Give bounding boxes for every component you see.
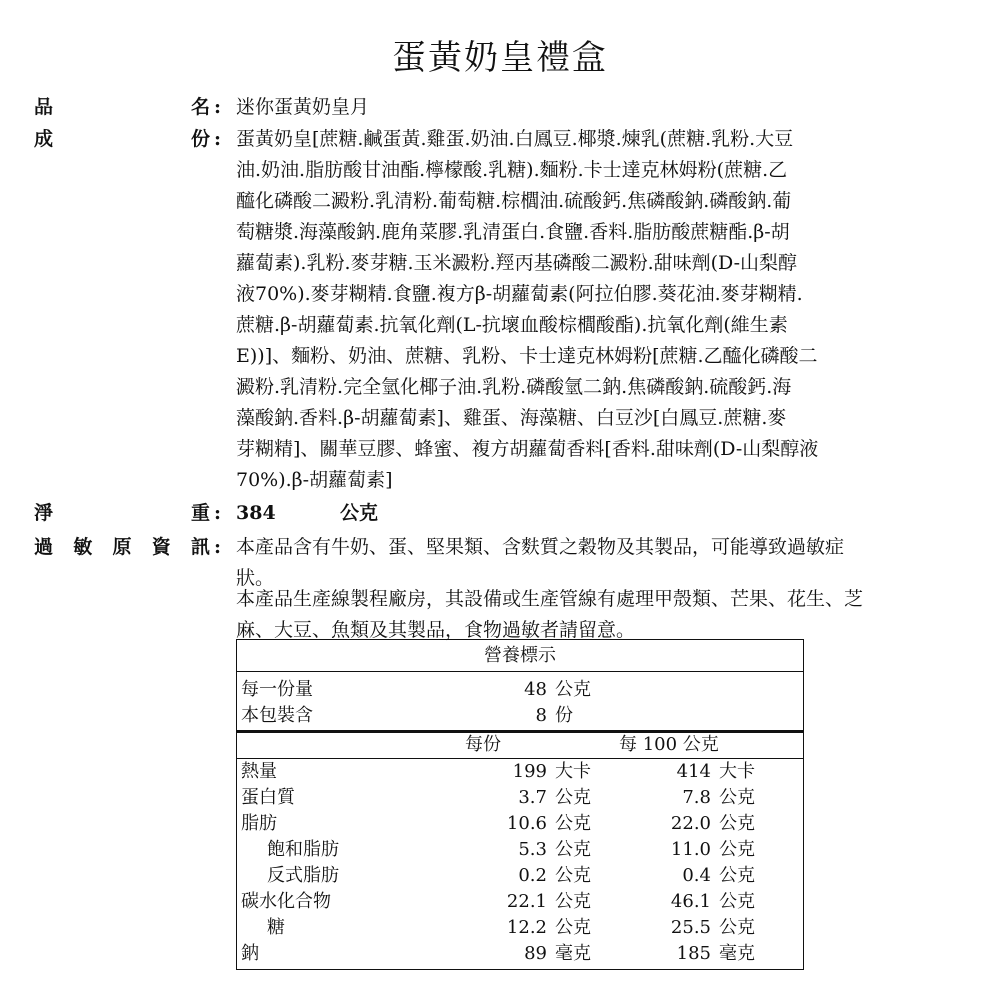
allergen-line: 狀。 [236,567,275,589]
nutrient-value-per-100g: 46.1 [670,891,711,912]
nutrient-value-per-100g: 7.8 [682,787,711,808]
product-name-label-char-1: 品 [34,96,54,118]
nutrient-value-per-100g: 11.0 [670,839,711,860]
nutrient-unit-per-serving: 公克 [555,787,591,808]
allergen-line: 本產品生產線製程廠房，其設備或生產管線有處理甲殼類、芒果、花生、芝 [236,588,864,610]
ingredients-label-char-2: 份 [190,128,210,150]
nutrient-name: 糖 [267,917,285,938]
nutrient-unit-per-serving: 公克 [555,839,591,860]
ingredients-line: 蛋黃奶皇[蔗糖.鹹蛋黃.雞蛋.奶油.白鳳豆.椰漿.煉乳(蔗糖.乳粉.大豆 [236,128,794,150]
allergen-label-char: 資 [151,536,171,558]
nutrient-value-per-serving: 10.6 [506,813,547,834]
ingredients-line: 油.奶油.脂肪酸甘油酯.檸檬酸.乳糖).麵粉.卡士達克林姆粉(蔗糖.乙 [236,159,788,181]
colon: : [214,536,222,558]
nutrient-value-per-100g: 0.4 [682,865,711,886]
ingredients-line: 澱粉.乳清粉.完全氫化椰子油.乳粉.磷酸氫二鈉.焦磷酸鈉.硫酸鈣.海 [236,376,792,398]
allergen-line: 麻、大豆、魚類及其製品，食物過敏者請留意。 [236,619,636,641]
nutrient-value-per-serving: 12.2 [506,917,547,938]
nutrient-unit-per-100g: 大卡 [719,761,755,782]
divider [237,671,803,672]
ingredients-label [34,124,210,154]
nutrient-name: 碳水化合物 [241,891,331,912]
nutrient-value-per-100g: 25.5 [670,917,711,938]
nutrient-unit-per-100g: 公克 [719,839,755,860]
nutrient-value-per-serving: 0.2 [518,865,547,886]
serving-size-unit: 公克 [555,679,591,700]
servings-unit: 份 [555,705,573,726]
nutrient-value-per-100g: 185 [676,943,711,964]
net-weight-value: 384 [236,502,276,524]
nutrient-unit-per-serving: 公克 [555,891,591,912]
nutrient-name: 飽和脂肪 [267,839,339,860]
nutrient-unit-per-serving: 公克 [555,813,591,834]
ingredients-line: 醯化磷酸二澱粉.乳清粉.葡萄糖.棕櫚油.硫酸鈣.焦磷酸鈉.磷酸鈉.葡 [236,190,792,212]
ingredients-line: 70%).β-胡蘿蔔素] [236,469,393,491]
net-weight-label-char-1: 淨 [34,502,54,524]
nutrition-table [236,639,804,970]
column-header-per-serving: 每份 [465,734,501,755]
nutrient-value-per-serving: 3.7 [518,787,547,808]
colon: : [214,96,222,118]
servings-label: 本包裝含 [241,705,313,726]
nutrient-name: 熱量 [241,761,277,782]
nutrient-name: 蛋白質 [241,787,295,808]
nutrient-unit-per-serving: 大卡 [555,761,591,782]
serving-size-label: 每一份量 [241,679,313,700]
ingredients-line: E))]、麵粉、奶油、蔗糖、乳粉、卡士達克林姆粉[蔗糖.乙醯化磷酸二 [236,345,818,367]
document-title: 蛋黃奶皇禮盒 [392,38,608,78]
product-name-label [34,92,210,122]
net-weight-label-char-2: 重 [190,502,210,524]
allergen-line: 本產品含有牛奶、蛋、堅果類、含麩質之穀物及其製品，可能導致過敏症 [236,536,845,558]
nutrient-name: 鈉 [241,943,259,964]
nutrient-value-per-100g: 414 [676,761,711,782]
allergen-label-char: 過 [34,536,54,558]
allergen-label [34,532,210,562]
servings-value: 8 [535,705,547,726]
nutrient-name: 脂肪 [241,813,277,834]
nutrient-value-per-serving: 5.3 [518,839,547,860]
nutrient-value-per-serving: 89 [524,943,547,964]
product-name-label-char-2: 名 [190,96,210,118]
nutrient-name: 反式脂肪 [267,865,339,886]
net-weight-label [34,498,210,528]
nutrient-value-per-100g: 22.0 [670,813,711,834]
nutrient-value-per-serving: 22.1 [506,891,547,912]
nutrient-unit-per-100g: 公克 [719,917,755,938]
ingredients-line: 液70%).麥芽糊精.食鹽.複方β-胡蘿蔔素(阿拉伯膠.葵花油.麥芽糊精. [236,283,803,305]
ingredients-line: 藻酸鈉.香料.β-胡蘿蔔素]、雞蛋、海藻糖、白豆沙[白鳳豆.蔗糖.麥 [236,407,787,429]
ingredients-label-char-1: 成 [34,128,54,150]
product-name-value: 迷你蛋黃奶皇月 [236,96,370,118]
serving-size-value: 48 [524,679,547,700]
nutrition-title: 營養標示 [484,645,556,666]
allergen-label-char: 原 [112,536,132,558]
nutrient-unit-per-100g: 毫克 [719,943,755,964]
nutrient-unit-per-100g: 公克 [719,787,755,808]
nutrient-unit-per-serving: 公克 [555,865,591,886]
column-header-per-100g: 每 100 公克 [619,734,719,755]
nutrient-value-per-serving: 199 [512,761,547,782]
ingredients-line: 蔗糖.β-胡蘿蔔素.抗氧化劑(L-抗壞血酸棕櫚酸酯).抗氧化劑(維生素 [236,314,788,336]
allergen-label-char: 敏 [73,536,93,558]
nutrient-unit-per-serving: 毫克 [555,943,591,964]
colon: : [214,128,222,150]
allergen-label-char: 訊 [190,536,210,558]
ingredients-line: 芽糊精]、關華豆膠、蜂蜜、複方胡蘿蔔香料[香料.甜味劑(D-山梨醇液 [236,438,819,460]
net-weight-unit: 公克 [340,502,379,524]
ingredients-line: 蘿蔔素).乳粉.麥芽糖.玉米澱粉.羥丙基磷酸二澱粉.甜味劑(D-山梨醇 [236,252,798,274]
nutrient-unit-per-serving: 公克 [555,917,591,938]
colon: : [214,502,222,524]
nutrient-unit-per-100g: 公克 [719,891,755,912]
nutrient-unit-per-100g: 公克 [719,813,755,834]
ingredients-line: 萄糖漿.海藻酸鈉.鹿角菜膠.乳清蛋白.食鹽.香料.脂肪酸蔗糖酯.β-胡 [236,221,790,243]
nutrient-unit-per-100g: 公克 [719,865,755,886]
